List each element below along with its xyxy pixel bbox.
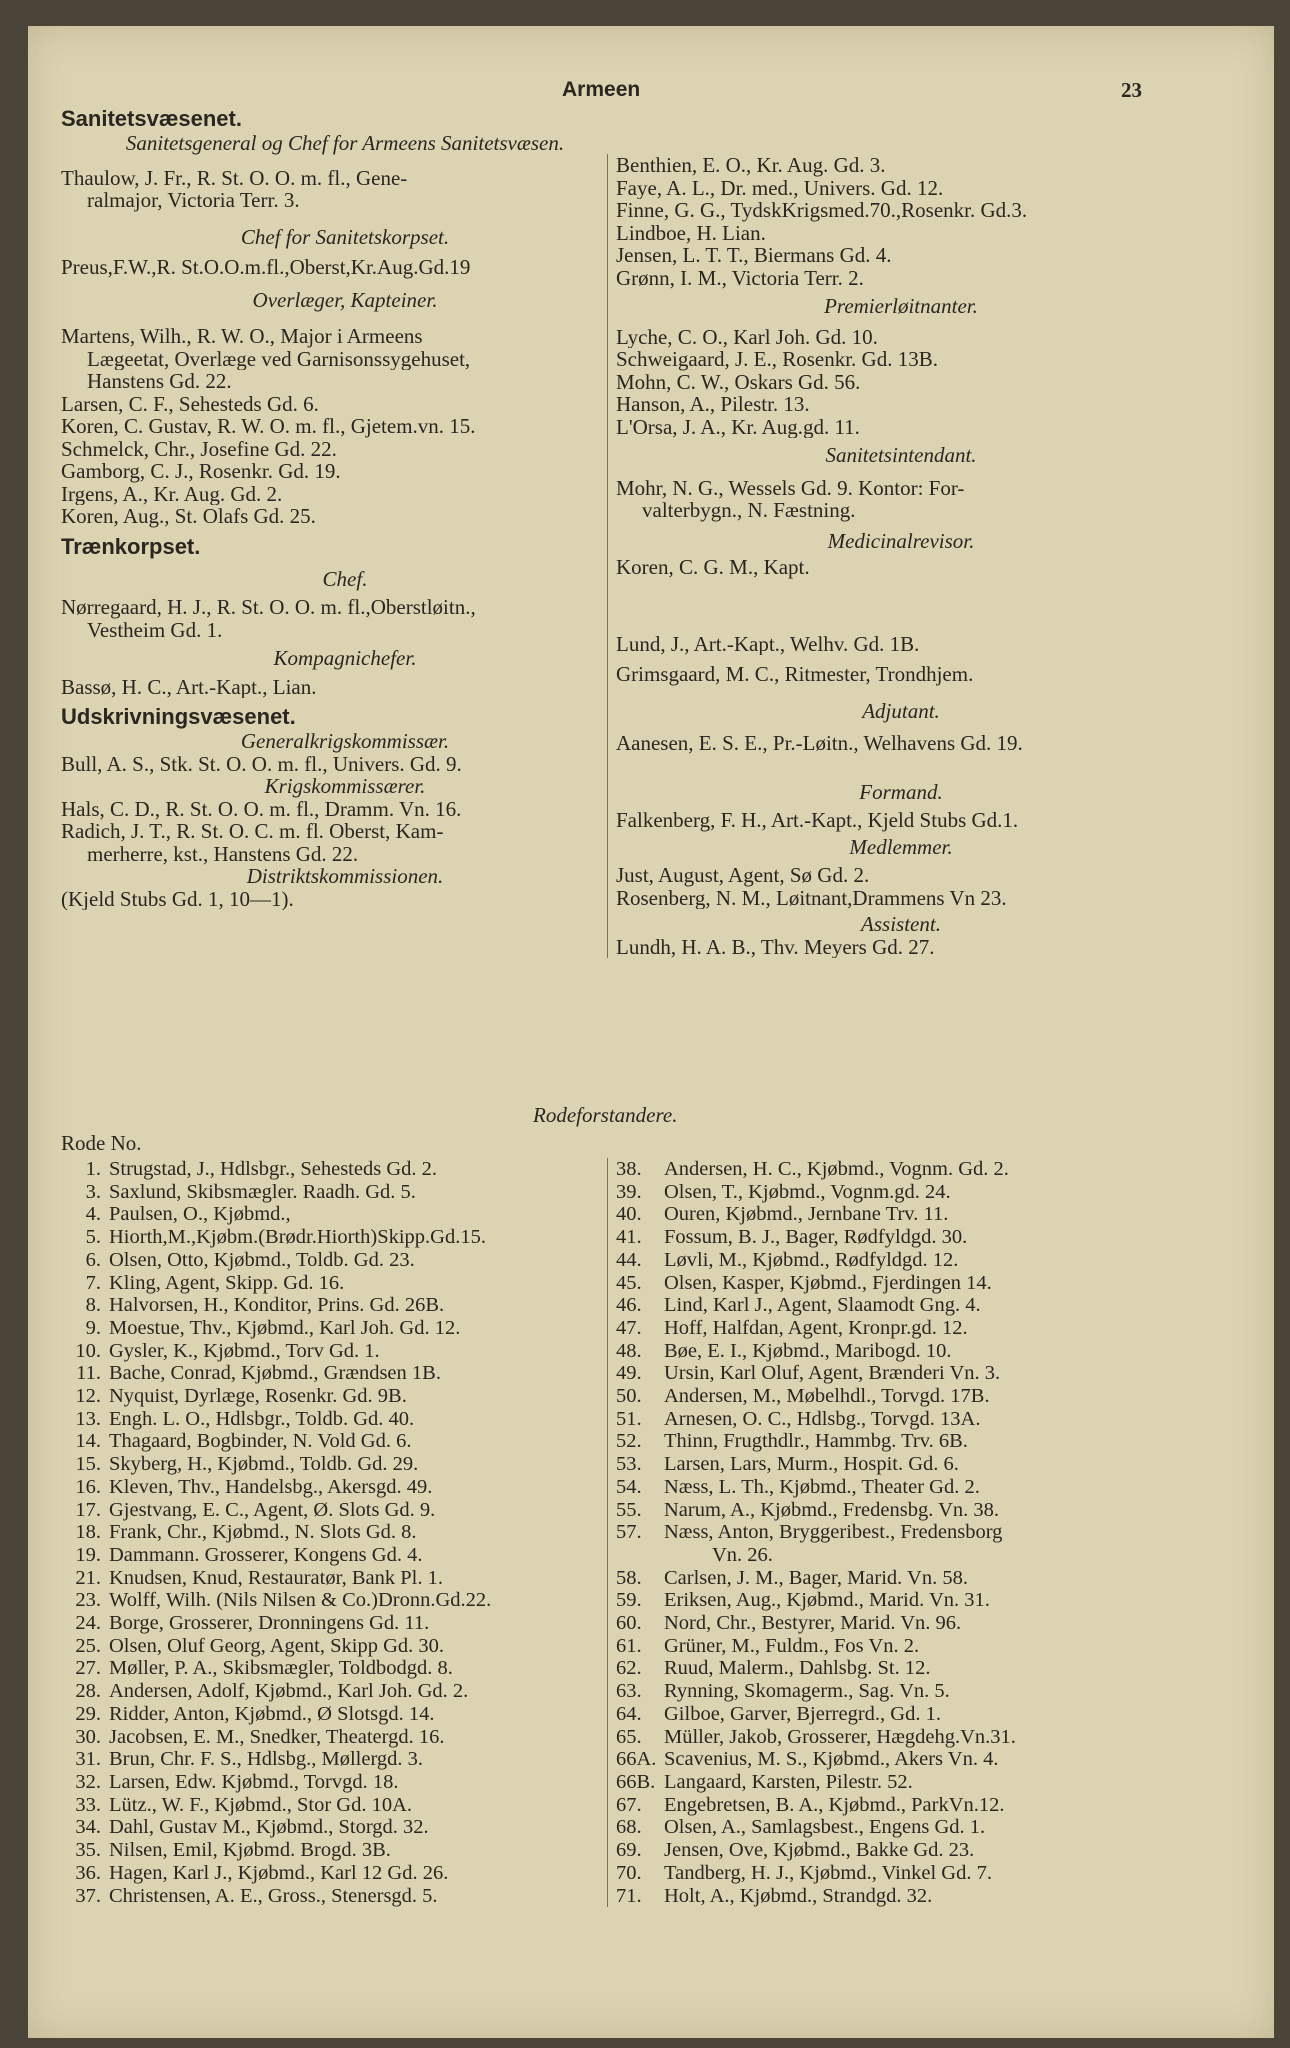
table-row	[616, 1158, 1196, 1181]
rode-entry-text: Thagaard, Bogbinder, N. Vold Gd. 6.	[109, 1430, 412, 1453]
rode-entry-text: Frank, Chr., Kjøbmd., N. Slots Gd. 8.	[109, 1521, 417, 1544]
rode-entry-text: Olsen, Oluf Georg, Agent, Skipp Gd. 30.	[109, 1634, 445, 1657]
rode-number: 58.	[616, 1566, 642, 1589]
entry-kjeld-stubs: (Kjeld Stubs Gd. 1, 10—1).	[61, 887, 294, 910]
list-item: Schweigaard, J. E., Rosenkr. Gd. 13B.	[616, 348, 938, 371]
table-row	[616, 1544, 1196, 1567]
rode-entry-text: Brun, Chr. F. S., Hdlsbg., Møllergd. 3.	[109, 1748, 424, 1771]
list-item: Koren, Aug., St. Olafs Gd. 25.	[61, 505, 316, 528]
rode-number: 50.	[616, 1385, 642, 1408]
rode-number: 11.	[76, 1362, 101, 1385]
rode-number: 9.	[85, 1316, 101, 1339]
rode-entry-text: Gysler, K., Kjøbmd., Torv Gd. 1.	[109, 1339, 380, 1362]
subheading-krigskommissaerer: Krigskommissærer.	[264, 774, 426, 798]
rode-entry-text: Bache, Conrad, Kjøbmd., Grændsen 1B.	[109, 1362, 441, 1385]
table-row	[61, 1544, 629, 1567]
table-row	[616, 1567, 1196, 1590]
rode-number: 47.	[616, 1316, 642, 1339]
rode-entry-text: Hagen, Karl J., Kjøbmd., Karl 12 Gd. 26.	[109, 1861, 449, 1884]
page-title: Armeen	[562, 78, 641, 101]
list-item: Irgens, A., Kr. Aug. Gd. 2.	[61, 482, 283, 505]
rode-entry-text: Narum, A., Kjøbmd., Fredensbg. Vn. 38.	[664, 1498, 1000, 1521]
table-row	[61, 1158, 629, 1181]
rode-entry-text: Olsen, Kasper, Kjøbmd., Fjerdingen 14.	[664, 1271, 992, 1294]
rode-number: 44.	[616, 1248, 642, 1271]
entry-rosenberg: Rosenberg, N. M., Løitnant,Drammens Vn 23.	[616, 886, 1007, 909]
table-row	[616, 1249, 1196, 1272]
entry-martens-line3: Hanstens Gd. 22.	[87, 370, 232, 393]
rode-entry-text: Ursin, Karl Oluf, Agent, Brænderi Vn. 3.	[664, 1362, 1001, 1385]
rode-number: 21.	[75, 1566, 101, 1589]
rode-number: 66A.	[616, 1748, 657, 1771]
table-row	[61, 1499, 629, 1522]
rode-number: 60.	[616, 1612, 642, 1635]
rode-entry-text: Moestue, Thv., Kjøbmd., Karl Joh. Gd. 12.	[109, 1316, 461, 1339]
table-row	[61, 1657, 629, 1680]
rode-entry-text: Dahl, Gustav M., Kjøbmd., Storgd. 32.	[109, 1816, 429, 1839]
rode-number: 10.	[75, 1339, 101, 1362]
subheading-premierloitnanter: Premierløitnanter.	[824, 294, 978, 318]
rode-number: 40.	[616, 1203, 642, 1226]
entry-basso: Bassø, H. C., Art.-Kapt., Lian.	[61, 675, 317, 698]
table-row	[616, 1635, 1196, 1658]
rode-entry-text: Scavenius, M. S., Kjøbmd., Akers Vn. 4.	[664, 1748, 999, 1771]
rode-entry-text: Næss, L. Th., Kjøbmd., Theater Gd. 2.	[664, 1475, 980, 1498]
rode-number: 15.	[75, 1453, 101, 1476]
entry-thaulow-line1: Thaulow, J. Fr., R. St. O. O. m. fl., Gene-	[61, 166, 408, 189]
rode-entry-text: Wolff, Wilh. (Nils Nilsen & Co.)Dronn.Gd.22.	[109, 1589, 492, 1612]
entry-norregaard-line2: Vestheim Gd. 1.	[87, 618, 223, 641]
list-item: Finne, G. G., TydskKrigsmed.70.,Rosenkr. Gd.3.	[616, 199, 1028, 222]
table-row	[61, 1181, 629, 1204]
table-row	[616, 1499, 1196, 1522]
rode-number: 31.	[75, 1748, 101, 1771]
table-row	[616, 1408, 1196, 1431]
entry-grimsgaard: Grimsgaard, M. C., Ritmester, Trondhjem.	[616, 663, 974, 686]
rode-entry-text: Lütz., W. F., Kjøbmd., Stor Gd. 10A.	[109, 1793, 413, 1816]
table-row	[616, 1771, 1196, 1794]
rode-number: 41.	[616, 1226, 642, 1249]
rode-number: 5.	[85, 1226, 101, 1249]
table-row	[61, 1816, 629, 1839]
rode-entry-text: Halvorsen, H., Konditor, Prins. Gd. 26B.	[109, 1294, 445, 1317]
rode-entry-text: Vn. 26.	[712, 1543, 773, 1566]
rode-number: 13.	[75, 1407, 101, 1430]
subheading-overlaeger: Overlæger, Kapteiner.	[252, 287, 438, 312]
entry-martens-line2: Lægeetat, Overlæge ved Garnisonssygehuset,	[87, 347, 471, 370]
rode-number: 30.	[75, 1725, 101, 1748]
rode-entry-text: Arnesen, O. C., Hdlsbg., Torvgd. 13A.	[664, 1407, 981, 1430]
rode-number: 53.	[616, 1453, 642, 1476]
rode-number: 28.	[75, 1680, 101, 1703]
table-row	[616, 1476, 1196, 1499]
table-row	[61, 1635, 629, 1658]
rode-number: 39.	[616, 1180, 642, 1203]
rode-entry-text: Olsen, Otto, Kjøbmd., Toldb. Gd. 23.	[109, 1248, 415, 1271]
rode-number: 37.	[75, 1884, 101, 1907]
table-row	[616, 1885, 1196, 1908]
rode-entry-text: Kleven, Thv., Handelsbg., Akersgd. 49.	[109, 1475, 433, 1498]
rode-number: 70.	[616, 1861, 642, 1884]
subheading-kompagnichefer: Kompagnichefer.	[273, 646, 417, 670]
entry-thaulow-line2: ralmajor, Victoria Terr. 3.	[87, 189, 300, 212]
rode-number: 1.	[85, 1158, 101, 1180]
table-row	[616, 1703, 1196, 1726]
rode-entry-text: Hiorth,M.,Kjøbm.(Brødr.Hiorth)Skipp.Gd.15.	[109, 1226, 486, 1249]
table-row	[616, 1181, 1196, 1204]
rode-entry-text: Grüner, M., Fuldm., Fos Vn. 2.	[664, 1634, 920, 1657]
table-row	[61, 1272, 629, 1295]
table-row	[616, 1862, 1196, 1885]
rode-entry-text: Andersen, Adolf, Kjøbmd., Karl Joh. Gd. 2.	[109, 1680, 469, 1703]
list-item: Jensen, L. T. T., Biermans Gd. 4.	[616, 244, 892, 267]
table-row	[61, 1385, 629, 1408]
rode-entry-text: Ridder, Anton, Kjøbmd., Ø Slotsgd. 14.	[109, 1702, 435, 1725]
rode-number: 38.	[616, 1158, 642, 1180]
subheading-assistent: Assistent.	[861, 912, 941, 936]
table-row	[61, 1589, 629, 1612]
rode-entry-text: Jacobsen, E. M., Snedker, Theatergd. 16.	[109, 1725, 445, 1748]
rode-entry-text: Strugstad, J., Hdlsbgr., Sehesteds Gd. 2.	[109, 1158, 437, 1180]
table-row	[61, 1862, 629, 1885]
list-item: Larsen, C. F., Sehesteds Gd. 6.	[61, 392, 319, 415]
rode-entry-text: Müller, Jakob, Grosserer, Hægdehg.Vn.31.	[664, 1725, 1016, 1748]
rode-entry-text: Jensen, Ove, Kjøbmd., Bakke Gd. 23.	[664, 1839, 975, 1862]
rode-number: 71.	[616, 1884, 642, 1907]
rode-list-right	[607, 1158, 1196, 1907]
rode-number: 27.	[75, 1657, 101, 1680]
list-item: Lindboe, H. Lian.	[616, 221, 766, 244]
rode-number: 14.	[75, 1430, 101, 1453]
rode-number: 48.	[616, 1339, 642, 1362]
entry-martens-line1: Martens, Wilh., R. W. O., Major i Armeens	[61, 325, 423, 348]
subheading-chef: Chef.	[322, 566, 368, 591]
rode-number: 25.	[75, 1634, 101, 1657]
rode-entry-text: Paulsen, O., Kjøbmd.,	[109, 1203, 291, 1226]
rode-number: 54.	[616, 1475, 642, 1498]
rode-entry-text: Ouren, Kjøbmd., Jernbane Trv. 11.	[664, 1203, 949, 1226]
table-row	[616, 1680, 1196, 1703]
list-item: Schmelck, Chr., Josefine Gd. 22.	[61, 437, 337, 460]
rode-entry-text: Carlsen, J. M., Bager, Marid. Vn. 58.	[664, 1566, 968, 1589]
rode-entry-text: Rynning, Skomagerm., Sag. Vn. 5.	[664, 1680, 950, 1703]
rode-entry-text: Næss, Anton, Bryggeribest., Fredensborg	[664, 1521, 1003, 1544]
rodeforstandere-heading: Rodeforstandere.	[533, 1103, 678, 1127]
subheading-medicinalrevisor: Medicinalrevisor.	[827, 528, 975, 553]
rode-entry-text: Andersen, M., Møbelhdl., Torvgd. 17B.	[664, 1385, 990, 1408]
rode-entry-text: Bøe, E. I., Kjøbmd., Maribogd. 10.	[664, 1339, 952, 1362]
rode-entry-text: Ruud, Malerm., Dahlsbg. St. 12.	[664, 1657, 931, 1680]
rode-number: 23.	[75, 1589, 101, 1612]
list-item: Mohn, C. W., Oskars Gd. 56.	[616, 370, 861, 393]
rode-entry-text: Møller, P. A., Skibsmægler, Toldbodgd. 8.	[109, 1657, 453, 1680]
table-row	[616, 1317, 1196, 1340]
entry-aanesen: Aanesen, E. S. E., Pr.-Løitn., Welhavens Gd. 19.	[616, 732, 1023, 755]
list-item: Hanson, A., Pilestr. 13.	[616, 393, 810, 416]
rode-entry-text: Langaard, Karsten, Pilestr. 52.	[664, 1770, 913, 1793]
entry-radich-line1: Radich, J. T., R. St. O. C. m. fl. Oberst, Kam-	[61, 820, 444, 843]
table-row	[61, 1794, 629, 1817]
list-item: L'Orsa, J. A., Kr. Aug.gd. 11.	[616, 415, 860, 438]
rode-entry-text: Andersen, H. C., Kjøbmd., Vognm. Gd. 2.	[664, 1158, 1009, 1180]
rode-entry-text: Engh. L. O., Hdlsbgr., Toldb. Gd. 40.	[109, 1407, 415, 1430]
table-row	[61, 1680, 629, 1703]
table-row	[61, 1476, 629, 1499]
subheading-formand: Formand.	[859, 779, 943, 804]
rode-number: 62.	[616, 1657, 642, 1680]
rode-number: 51.	[616, 1407, 642, 1430]
rode-number: 52.	[616, 1430, 642, 1453]
rode-number: 68.	[616, 1816, 642, 1839]
subheading-generalkrigskommissaer: Generalkrigskommissær.	[240, 729, 450, 753]
rode-number: 16.	[75, 1475, 101, 1498]
rode-number: 8.	[85, 1294, 101, 1317]
rode-number: 32.	[75, 1770, 101, 1793]
rode-entry-text: Nyquist, Dyrlæge, Rosenkr. Gd. 9B.	[109, 1385, 407, 1408]
rode-number: 57.	[616, 1521, 642, 1544]
list-item: Grønn, I. M., Victoria Terr. 2.	[616, 266, 864, 289]
rode-number	[616, 1544, 664, 1567]
rode-number: 67.	[616, 1793, 642, 1816]
table-row	[61, 1521, 629, 1544]
rode-entry-text: Christensen, A. E., Gross., Stenersgd. 5.	[109, 1884, 438, 1907]
subheading-sanitetsintendant: Sanitetsintendant.	[825, 443, 977, 467]
table-row	[61, 1771, 629, 1794]
table-row	[616, 1226, 1196, 1249]
entry-lund: Lund, J., Art.-Kapt., Welhv. Gd. 1B.	[616, 632, 920, 655]
rode-number: 45.	[616, 1271, 642, 1294]
table-row	[616, 1657, 1196, 1680]
entry-mohr-line2: valterbygn., N. Fæstning.	[642, 499, 856, 522]
rode-list-left	[61, 1158, 629, 1907]
right-column	[607, 154, 1186, 958]
rode-entry-text: Dammann. Grosserer, Kongens Gd. 4.	[109, 1543, 423, 1566]
left-column	[61, 106, 629, 910]
table-row	[616, 1726, 1196, 1749]
rode-number: 18.	[75, 1521, 101, 1544]
table-row	[61, 1726, 629, 1749]
rode-number: 59.	[616, 1589, 642, 1612]
rode-entry-text: Olsen, A., Samlagsbest., Engens Gd. 1.	[664, 1816, 986, 1839]
subheading-adjutant: Adjutant.	[862, 698, 940, 723]
rode-entry-text: Larsen, Edw. Kjøbmd., Torvgd. 18.	[109, 1770, 399, 1793]
rode-entry-text: Larsen, Lars, Murm., Hospit. Gd. 6.	[664, 1453, 959, 1476]
table-row	[616, 1294, 1196, 1317]
rode-entry-text: Knudsen, Knud, Restauratør, Bank Pl. 1.	[109, 1566, 443, 1589]
table-row	[616, 1589, 1196, 1612]
table-row	[61, 1748, 629, 1771]
table-row	[61, 1226, 629, 1249]
table-row	[61, 1430, 629, 1453]
section-heading-traen: Trænkorpset.	[61, 533, 201, 559]
rode-entry-text: Saxlund, Skibsmægler. Raadh. Gd. 5.	[109, 1180, 416, 1203]
rode-number: 12.	[75, 1385, 101, 1408]
rode-entry-text: Nord, Chr., Bestyrer, Marid. Vn. 96.	[664, 1612, 962, 1635]
table-row	[616, 1385, 1196, 1408]
rode-number: 49.	[616, 1362, 642, 1385]
table-row	[616, 1794, 1196, 1817]
rode-number: 35.	[75, 1839, 101, 1862]
table-row	[61, 1839, 629, 1862]
table-row	[61, 1612, 629, 1635]
table-row	[61, 1362, 629, 1385]
list-item: Gamborg, C. J., Rosenkr. Gd. 19.	[61, 460, 341, 483]
list-item: Benthien, E. O., Kr. Aug. Gd. 3.	[616, 154, 886, 177]
rode-number: 46.	[616, 1294, 642, 1317]
table-row	[616, 1748, 1196, 1771]
directory-page	[28, 26, 1274, 2038]
rode-number: 29.	[75, 1702, 101, 1725]
entry-preus: Preus,F.W.,R. St.O.O.m.fl.,Oberst,Kr.Aug.Gd.19	[61, 256, 471, 279]
entry-lundh: Lundh, H. A. B., Thv. Meyers Gd. 27.	[616, 935, 935, 958]
table-row	[616, 1816, 1196, 1839]
rode-entry-text: Gilboe, Garver, Bjerregrd., Gd. 1.	[664, 1702, 941, 1725]
table-row	[61, 1567, 629, 1590]
rode-number: 3.	[85, 1180, 101, 1203]
rode-number: 17.	[75, 1498, 101, 1521]
table-row	[616, 1612, 1196, 1635]
entry-radich-line2: merherre, kst., Hanstens Gd. 22.	[87, 842, 359, 865]
rode-number: 7.	[85, 1271, 101, 1294]
entry-norregaard-line1: Nørregaard, H. J., R. St. O. O. m. fl.,Oberstløitn.,	[61, 596, 476, 619]
list-item: Faye, A. L., Dr. med., Univers. Gd. 12.	[616, 176, 944, 199]
rode-entry-text: Fossum, B. J., Bager, Rødfyldgd. 30.	[664, 1226, 968, 1249]
rode-number: 55.	[616, 1498, 642, 1521]
table-row	[616, 1453, 1196, 1476]
table-row	[61, 1885, 629, 1908]
rode-number: 19.	[75, 1543, 101, 1566]
page-number: 23	[1121, 78, 1142, 102]
table-row	[616, 1272, 1196, 1295]
rode-number: 6.	[85, 1248, 101, 1271]
rode-no-label: Rode No.	[61, 1131, 142, 1155]
rode-number: 33.	[75, 1793, 101, 1816]
table-row	[616, 1430, 1196, 1453]
rode-number: 34.	[75, 1816, 101, 1839]
rode-number: 4.	[85, 1203, 101, 1226]
subheading-chef-sanitetskorpset: Chef for Sanitetskorpset.	[240, 224, 450, 249]
subheading-medlemmer: Medlemmer.	[849, 834, 953, 859]
list-item: Lyche, C. O., Karl Joh. Gd. 10.	[616, 325, 878, 348]
rode-entry-text: Engebretsen, B. A., Kjøbmd., ParkVn.12.	[664, 1793, 1005, 1816]
rode-entry-text: Eriksen, Aug., Kjøbmd., Marid. Vn. 31.	[664, 1589, 990, 1612]
rode-entry-text: Hoff, Halfdan, Agent, Kronpr.gd. 12.	[664, 1316, 968, 1339]
entry-falkenberg: Falkenberg, F. H., Art.-Kapt., Kjeld Stubs Gd.1.	[616, 809, 1019, 832]
entry-hals: Hals, C. D., R. St. O. O. m. fl., Dramm. Vn. 16.	[61, 797, 462, 820]
rode-number: 66B.	[616, 1770, 656, 1793]
rode-number: 61.	[616, 1634, 642, 1657]
table-row	[616, 1340, 1196, 1363]
section-heading-udskrivning: Udskrivningsvæsenet.	[61, 704, 296, 729]
rode-entry-text: Olsen, T., Kjøbmd., Vognm.gd. 24.	[664, 1180, 951, 1203]
table-row	[616, 1839, 1196, 1862]
table-row	[616, 1203, 1196, 1226]
rode-entry-text: Thinn, Frugthdlr., Hammbg. Trv. 6B.	[664, 1430, 968, 1453]
rode-number: 69.	[616, 1839, 642, 1862]
rode-entry-text: Gjestvang, E. C., Agent, Ø. Slots Gd. 9.	[109, 1498, 436, 1521]
entry-just: Just, August, Agent, Sø Gd. 2.	[616, 864, 870, 887]
rode-entry-text: Løvli, M., Kjøbmd., Rødfyldgd. 12.	[664, 1248, 959, 1271]
table-row	[61, 1203, 629, 1226]
rode-number: 36.	[75, 1861, 101, 1884]
table-row	[61, 1408, 629, 1431]
table-row	[61, 1294, 629, 1317]
rode-entry-text: Lind, Karl J., Agent, Slaamodt Gng. 4.	[664, 1294, 981, 1317]
entry-koren-cgm: Koren, C. G. M., Kapt.	[616, 556, 810, 579]
table-row	[61, 1340, 629, 1363]
rode-entry-text: Holt, A., Kjøbmd., Strandgd. 32.	[664, 1884, 933, 1907]
list-item: Koren, C. Gustav, R. W. O. m. fl., Gjetem.vn. 15.	[61, 415, 476, 438]
subheading-sanitetsgeneral: Sanitetsgeneral og Chef for Armeens Sanitetsvæsen.	[125, 131, 565, 155]
rode-entry-text: Tandberg, H. J., Kjøbmd., Vinkel Gd. 7.	[664, 1861, 992, 1884]
rode-entry-text: Kling, Agent, Skipp. Gd. 16.	[109, 1271, 345, 1294]
table-row	[61, 1249, 629, 1272]
rode-number: 64.	[616, 1702, 642, 1725]
table-row	[616, 1362, 1196, 1385]
table-row	[61, 1703, 629, 1726]
rode-entry-text: Skyberg, H., Kjøbmd., Toldb. Gd. 29.	[109, 1453, 419, 1476]
section-heading-sanitet: Sanitetsvæsenet.	[61, 106, 242, 131]
rode-number: 24.	[75, 1612, 101, 1635]
subheading-distriktskommissionen: Distriktskommissionen.	[246, 864, 444, 888]
table-row	[61, 1453, 629, 1476]
entry-mohr-line1: Mohr, N. G., Wessels Gd. 9. Kontor: For-	[616, 476, 965, 499]
rode-number: 65.	[616, 1725, 642, 1748]
table-row	[61, 1317, 629, 1340]
rode-number: 63.	[616, 1680, 642, 1703]
table-row	[616, 1521, 1196, 1544]
entry-bull: Bull, A. S., Stk. St. O. O. m. fl., Univers. Gd. 9.	[61, 752, 462, 775]
rode-entry-text: Nilsen, Emil, Kjøbmd. Brogd. 3B.	[109, 1839, 391, 1862]
rode-entry-text: Borge, Grosserer, Dronningens Gd. 11.	[109, 1612, 430, 1635]
